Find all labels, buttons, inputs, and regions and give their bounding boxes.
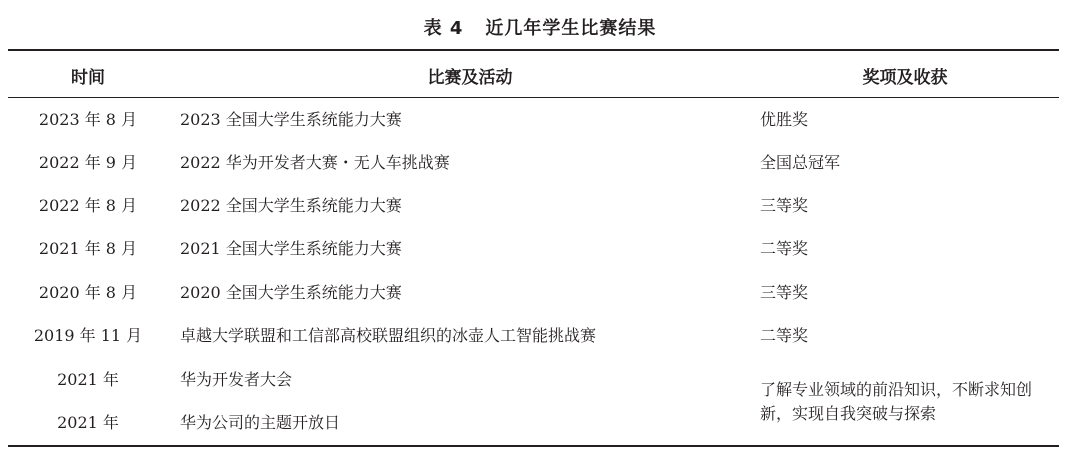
row-7-time: 2021 年 <box>57 370 119 389</box>
row-8-event: 华为公司的主题开放日 <box>180 413 341 432</box>
header-time: 时间 <box>71 68 105 88</box>
table-number: 表 4 <box>423 18 464 39</box>
top-rule <box>8 49 1059 51</box>
header-rule <box>8 97 1059 98</box>
row-2-time: 2022 年 9 月 <box>38 153 138 172</box>
header-award: 奖项及收获 <box>862 68 948 88</box>
row-1-award: 优胜奖 <box>760 110 809 129</box>
bottom-rule <box>8 445 1059 447</box>
row-6-time: 2019 年 11 月 <box>33 326 143 345</box>
row-2-event: 2022 华为开发者大赛・无人车挑战赛 <box>180 153 450 172</box>
row-4-event: 2021 全国大学生系统能力大赛 <box>180 239 402 258</box>
row-1-event: 2023 全国大学生系统能力大赛 <box>180 110 402 129</box>
row-3-time: 2022 年 8 月 <box>38 196 138 215</box>
row-6-event: 卓越大学联盟和工信部高校联盟组织的冰壶人工智能挑战赛 <box>180 326 597 345</box>
table-caption <box>0 14 1080 40</box>
row-8-time: 2021 年 <box>57 413 119 432</box>
header-event: 比赛及活动 <box>427 68 513 88</box>
row-5-time: 2020 年 8 月 <box>38 283 138 302</box>
row-2-award: 全国总冠军 <box>760 153 841 172</box>
row-1-time: 2023 年 8 月 <box>38 110 138 129</box>
row-3-award: 三等奖 <box>760 196 809 215</box>
row-4-award: 二等奖 <box>760 239 809 258</box>
table-title: 近几年学生比赛结果 <box>485 18 657 39</box>
row-3-event: 2022 全国大学生系统能力大赛 <box>180 196 402 215</box>
merged-award-cell: 了解专业领域的前沿知识，不断求知创新，实现自我突破与探索 <box>760 380 1033 423</box>
row-5-award: 三等奖 <box>760 283 809 302</box>
row-5-event: 2020 全国大学生系统能力大赛 <box>180 283 402 302</box>
row-4-time: 2021 年 8 月 <box>38 239 138 258</box>
row-6-award: 二等奖 <box>760 326 809 345</box>
row-7-event: 华为开发者大会 <box>180 370 293 389</box>
